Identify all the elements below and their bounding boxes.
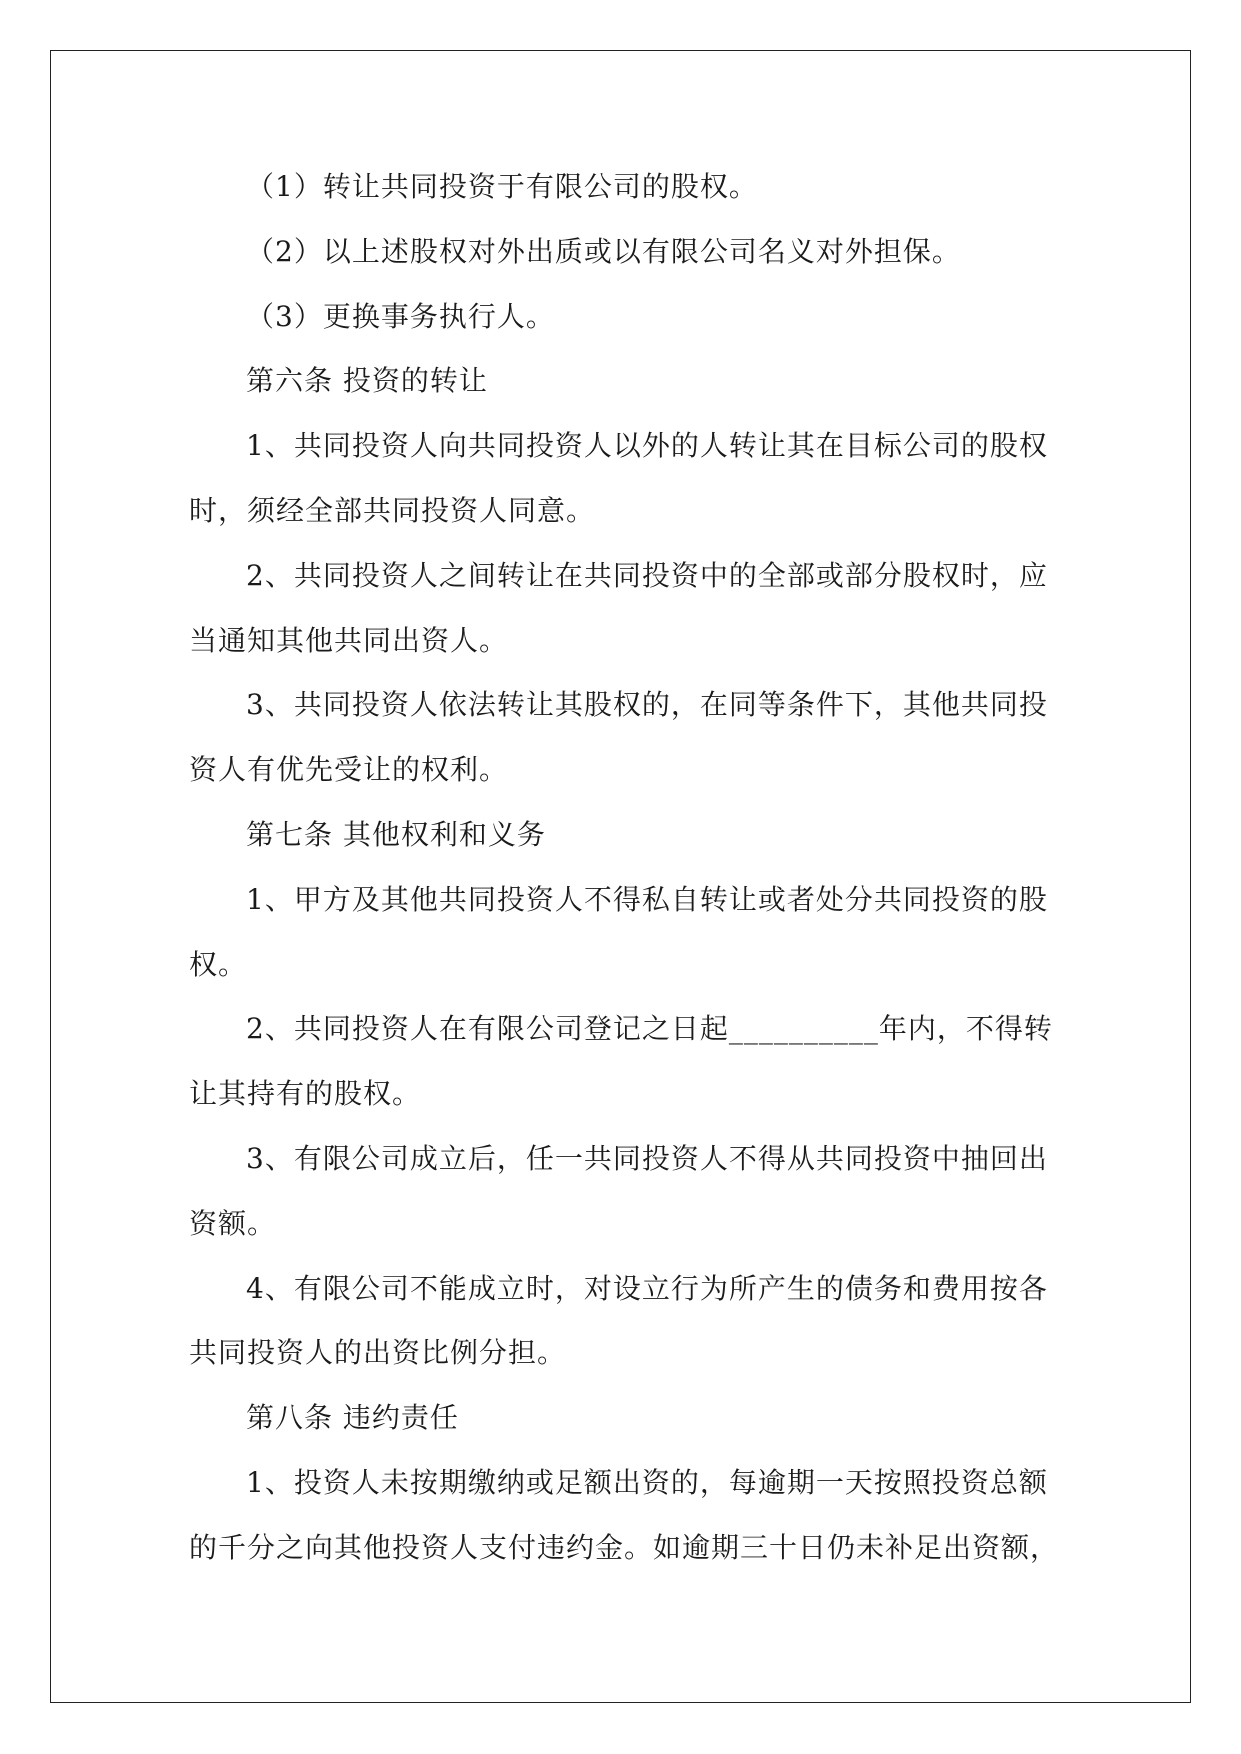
paragraph: 3、共同投资人依法转让其股权的，在同等条件下，其他共同投 — [246, 688, 1048, 722]
paragraph: （2）以上述股权对外出质或以有限公司名义对外担保。 — [246, 234, 961, 268]
paragraph: （1）转让共同投资于有限公司的股权。 — [246, 170, 758, 203]
paragraph: 1、甲方及其他共同投资人不得私自转让或者处分共同投资的股 — [246, 882, 1048, 916]
paragraph: （3）更换事务执行人。 — [246, 299, 555, 333]
section-heading: 第八条 违约责任 — [246, 1401, 459, 1435]
section-heading: 第六条 投资的转让 — [246, 364, 488, 398]
paragraph: 权。 — [189, 947, 248, 981]
paragraph: 的千分之向其他投资人支付违约金。如逾期三十日仍未补足出资额， — [189, 1530, 1060, 1564]
paragraph: 时，须经全部共同投资人同意。 — [189, 493, 596, 527]
paragraph: 2、共同投资人之间转让在共同投资中的全部或部分股权时，应 — [246, 558, 1048, 592]
paragraph: 让其持有的股权。 — [189, 1077, 422, 1111]
paragraph: 2、共同投资人在有限公司登记之日起__________年内，不得转 — [246, 1012, 1053, 1046]
paragraph: 资人有优先受让的权利。 — [189, 753, 509, 787]
paragraph: 1、投资人未按期缴纳或足额出资的，每逾期一天按照投资总额 — [246, 1465, 1048, 1499]
paragraph: 资额。 — [189, 1206, 277, 1240]
paragraph: 当通知其他共同出资人。 — [189, 623, 509, 657]
section-heading: 第七条 其他权利和义务 — [246, 817, 546, 851]
paragraph: 3、有限公司成立后，任一共同投资人不得从共同投资中抽回出 — [246, 1141, 1048, 1175]
document-body — [189, 155, 1059, 1581]
paragraph: 1、共同投资人向共同投资人以外的人转让其在目标公司的股权 — [246, 429, 1048, 463]
paragraph: 共同投资人的出资比例分担。 — [189, 1336, 567, 1370]
paragraph: 4、有限公司不能成立时，对设立行为所产生的债务和费用按各 — [246, 1271, 1048, 1305]
